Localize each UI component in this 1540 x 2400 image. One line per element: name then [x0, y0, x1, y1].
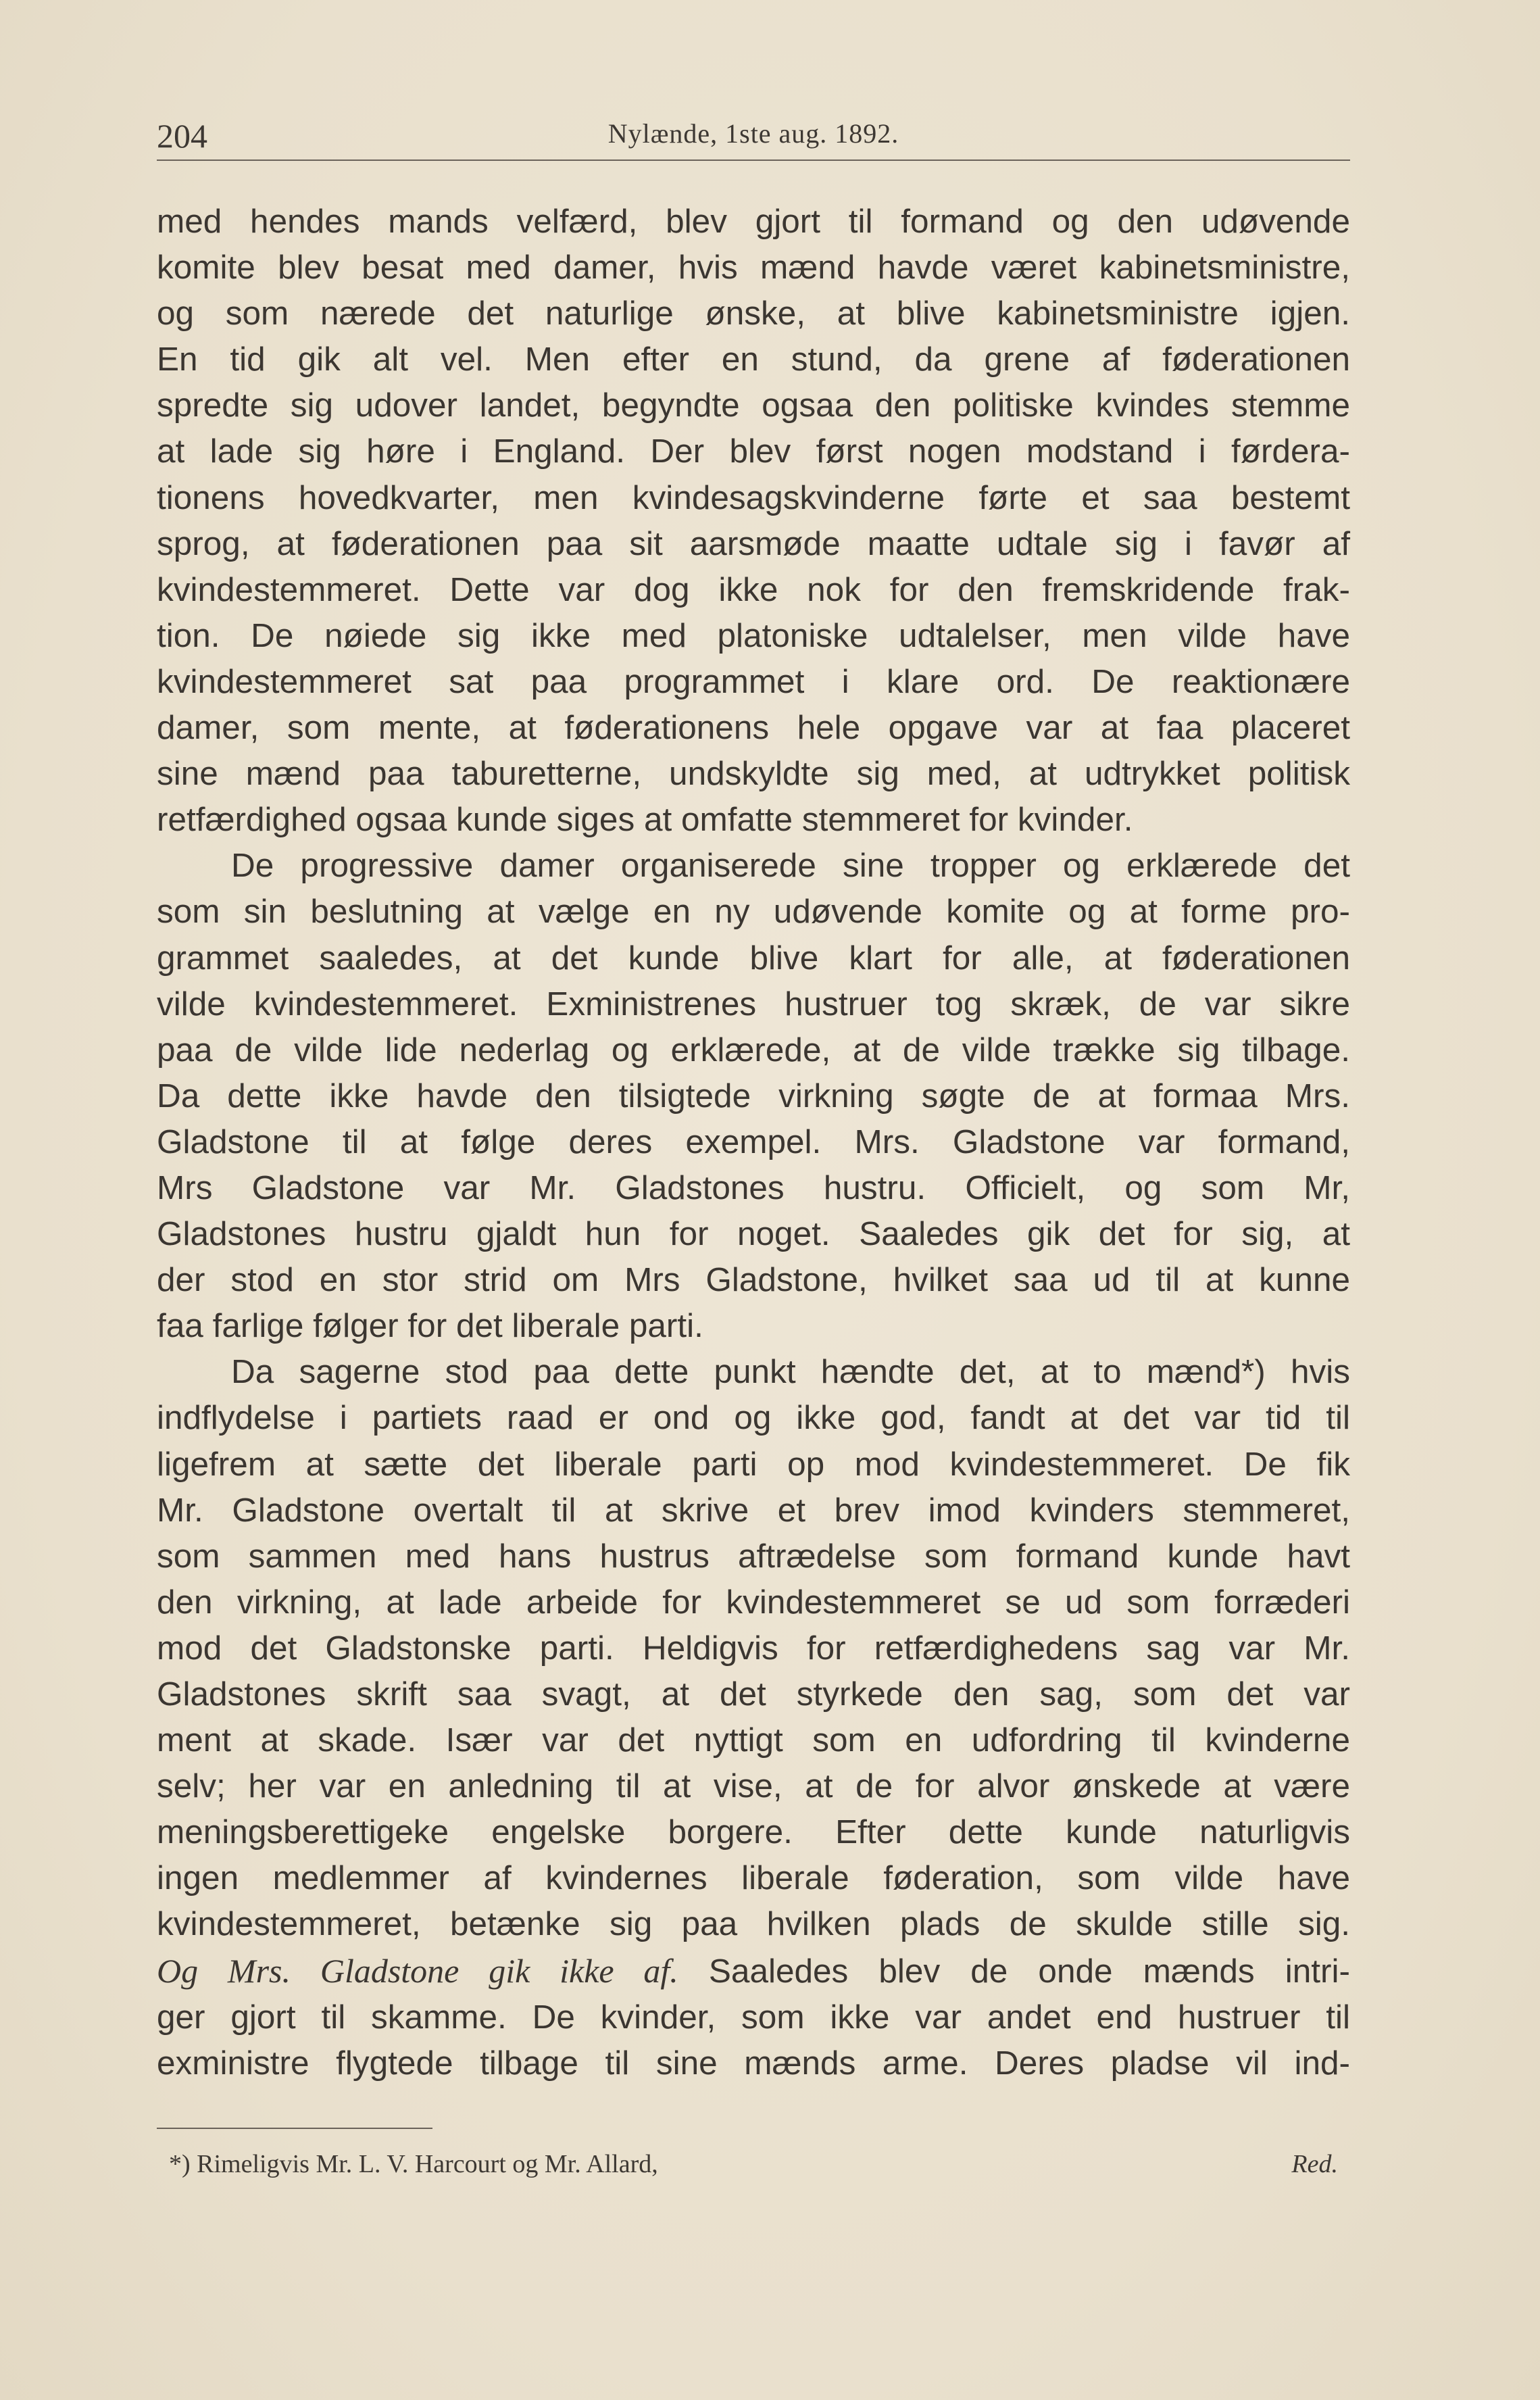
- text-line: Gladstone til at følge deres exempel. Mrs. Gladstone var formand,: [157, 1123, 1350, 1160]
- text-line: spredte sig udover landet, begyndte ogsaa den politiske kvindes stemme: [157, 387, 1350, 424]
- text-line: komite blev besat med damer, hvis mænd havde været kabinetsministre,: [157, 249, 1350, 287]
- text-line: kvindestemmeret. Dette var dog ikke nok for den fremskridende frak-: [157, 570, 1350, 608]
- text-line: ment at skade. Især var det nyttigt som en udfordring til kvinderne: [157, 1721, 1350, 1759]
- text-line: En tid gik alt vel. Men efter en stund, da grene af føderationen: [157, 341, 1350, 378]
- footnote-signature: Red.: [1291, 2150, 1338, 2178]
- text-line: Da dette ikke havde den tilsigtede virkning søgte de at formaa Mrs.: [157, 1077, 1350, 1115]
- text-line: Gladstones skrift saa svagt, at det styrkede den sag, som det var: [157, 1675, 1350, 1713]
- italic-phrase: Og Mrs. Gladstone gik ikke af.: [157, 1951, 678, 1990]
- text-fragment: Saaledes blev de onde mænds intri-: [678, 1952, 1350, 1990]
- text-line: ger gjort til skamme. De kvinder, som ikke var andet end hustruer til: [157, 1998, 1350, 2036]
- footnote-text: *) Rimeligvis Mr. L. V. Harcourt og Mr. Allard,: [169, 2150, 658, 2178]
- text-line: exministre flygtede tilbage til sine mænds arme. Deres pladse vil ind-: [157, 2044, 1350, 2082]
- text-line: som sammen med hans hustrus aftrædelse som formand kunde havt: [157, 1537, 1350, 1575]
- text-line: retfærdighed ogsaa kunde siges at omfatte stemmeret for kvinder.: [157, 801, 1133, 839]
- text-line: der stod en stor strid om Mrs Gladstone, hvilket saa ud til at kunne: [157, 1261, 1350, 1299]
- text-line: sprog, at føderationen paa sit aarsmøde maatte udtale sig i favør af: [157, 524, 1350, 562]
- text-line: tionens hovedkvarter, men kvindesagskvinderne førte et saa bestemt: [157, 479, 1350, 516]
- body-text: [157, 199, 1350, 2086]
- text-line: faa farlige følger for det liberale parti.: [157, 1307, 703, 1345]
- text-line: at lade sig høre i England. Der blev først nogen modstand i førdera-: [157, 433, 1350, 470]
- running-head: Nylænde, 1ste aug. 1892.: [607, 118, 899, 149]
- text-line: sine mænd paa taburetterne, undskyldte sig med, at udtrykket politisk: [157, 755, 1350, 793]
- text-line: De progressive damer organiserede sine tropper og erklærede det: [231, 847, 1350, 885]
- page-number: 204: [157, 117, 207, 155]
- text-line: Gladstones hustru gjaldt hun for noget. Saaledes gik det for sig, at: [157, 1215, 1350, 1253]
- text-line: mod det Gladstonske parti. Heldigvis for retfærdighedens sag var Mr.: [157, 1629, 1350, 1667]
- text-line: paa de vilde lide nederlag og erklærede, at de vilde trække sig tilbage.: [157, 1031, 1350, 1069]
- text-line: Mrs Gladstone var Mr. Gladstones hustru. Officielt, og som Mr,: [157, 1169, 1350, 1206]
- text-line: ligefrem at sætte det liberale parti op mod kvindestemmeret. De fik: [157, 1445, 1350, 1483]
- text-line: Mr. Gladstone overtalt til at skrive et brev imod kvinders stemmeret,: [157, 1491, 1350, 1529]
- text-line: og som nærede det naturlige ønske, at blive kabinetsministre igjen.: [157, 295, 1350, 333]
- text-line: damer, som mente, at føderationens hele opgave var at faa placeret: [157, 709, 1350, 747]
- text-line: grammet saaledes, at det kunde blive klart for alle, at føderationen: [157, 939, 1350, 977]
- text-line: med hendes mands velfærd, blev gjort til formand og den udøvende: [157, 203, 1350, 240]
- text-line: kvindestemmeret, betænke sig paa hvilken plads de skulde stille sig.: [157, 1905, 1350, 1943]
- text-line: ingen medlemmer af kvindernes liberale føderation, som vilde have: [157, 1859, 1350, 1897]
- text-line: kvindestemmeret sat paa programmet i klare ord. De reaktionære: [157, 662, 1350, 700]
- text-line: indflydelse i partiets raad er ond og ikke god, fandt at det var tid til: [157, 1399, 1350, 1437]
- text-line: vilde kvindestemmeret. Exministrenes hustruer tog skræk, de var sikre: [157, 985, 1350, 1023]
- text-line: tion. De nøiede sig ikke med platoniske udtalelser, men vilde have: [157, 616, 1350, 654]
- text-line: Da sagerne stod paa dette punkt hændte det, at to mænd*) hvis: [231, 1353, 1350, 1391]
- page-header: [157, 107, 1350, 161]
- text-line: som sin beslutning at vælge en ny udøvende komite og at forme pro-: [157, 893, 1350, 931]
- text-line: meningsberettigeke engelske borgere. Efter dette kunde naturligvis: [157, 1813, 1350, 1851]
- header-rule: [157, 160, 1350, 161]
- footnote-rule: [157, 2128, 432, 2129]
- text-line-with-italic: [157, 1948, 1350, 1994]
- text-line: den virkning, at lade arbeide for kvindestemmeret se ud som forræderi: [157, 1583, 1350, 1621]
- text-line: selv; her var en anledning til at vise, at de for alvor ønskede at være: [157, 1767, 1350, 1805]
